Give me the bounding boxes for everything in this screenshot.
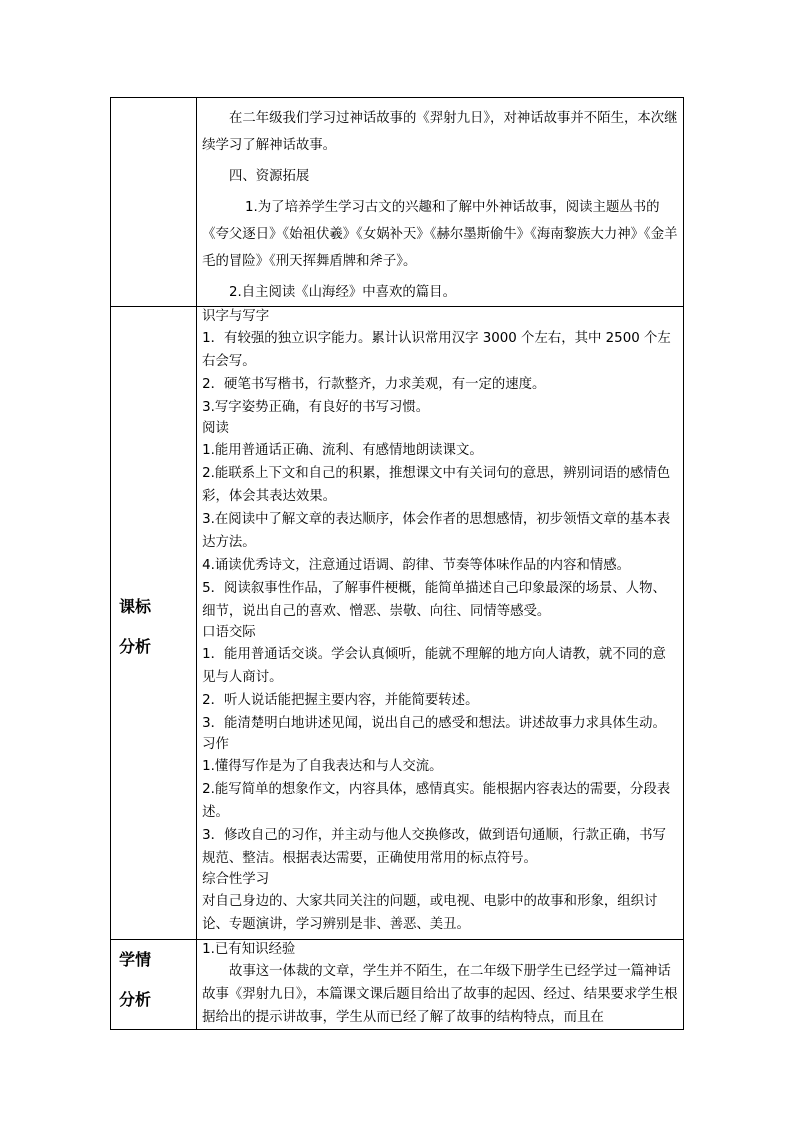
literacy-item: 3.写字姿势正确，有良好的书写习惯。 <box>202 400 430 415</box>
learner-label-line2: 分析 <box>119 990 152 1009</box>
reading-item: 5．阅读叙事性作品，了解事件梗概，能简单描述自己印象最深的场景、人物、细节，说出自己的喜欢、憎恶、崇敬、向往、同情等感受。 <box>202 581 666 619</box>
writing-item: 1.懂得写作是为了自我表达和与人交流。 <box>202 759 443 774</box>
curriculum-label-line1: 课标 <box>119 597 152 616</box>
oral-item: 1．能用普通话交谈。学会认真倾听，能就不理解的地方向人请教，就不同的意见与人商讨。 <box>202 647 666 685</box>
curriculum-label-cell <box>111 307 197 940</box>
learner-subtitle: 1.已有知识经验 <box>202 942 296 957</box>
curriculum-content-cell <box>197 307 684 940</box>
section-title-writing: 习作 <box>202 737 229 752</box>
learner-label-line1: 学情 <box>119 950 152 969</box>
literacy-item: 2．硬笔书写楷书，行款整齐，力求美观，有一定的速度。 <box>202 377 546 392</box>
resource-content-cell <box>197 98 684 307</box>
reading-item: 4.诵读优秀诗文，注意通过语调、韵律、节奏等体味作品的内容和情感。 <box>202 558 631 573</box>
oral-item: 3．能清楚明白地讲述见闻，说出自己的感受和想法。讲述故事力求具体生动。 <box>202 716 666 731</box>
writing-item: 2.能写简单的想象作文，内容具体，感情真实。能根据内容表达的需要，分段表述。 <box>202 782 671 820</box>
learner-label-cell <box>111 940 197 1030</box>
resource-heading: 四、资源拓展 <box>228 169 310 184</box>
section-title-comprehensive: 综合性学习 <box>202 872 270 887</box>
section-title-reading: 阅读 <box>202 421 229 436</box>
shanhaijing-paragraph: 2.自主阅读《山海经》中喜欢的篇目。 <box>228 285 456 300</box>
comprehensive-text: 对自己身边的、大家共同关注的问题，或电视、电影中的故事和形象，组织讨论、专题演讲，学习辨别是非、善恶、美丑。 <box>202 894 658 932</box>
reading-item: 1.能用普通话正确、流利、有感情地朗读课文。 <box>202 443 483 458</box>
reading-item: 3.在阅读中了解文章的表达顺序，体会作者的思想感情，初步领悟文章的基本表达方法。 <box>202 512 671 550</box>
resource-row <box>111 98 684 307</box>
curriculum-row <box>111 307 684 940</box>
oral-item: 2．听人说话能把握主要内容，并能简要转述。 <box>202 693 479 708</box>
section-title-oral: 口语交际 <box>202 625 256 640</box>
reading-series-paragraph: 1.为了培养学生学习古文的兴趣和了解中外神话故事，阅读主题丛书的《夸父逐日》《始祖伏羲》《女娲补天》《赫尔墨斯偷牛》《海南黎族大力神》《金羊毛的冒险》《刑天挥舞盾牌和斧子》。 <box>202 200 678 269</box>
literacy-item: 1．有较强的独立识字能力。累计认识常用汉字 3000 个左右，其中 2500 个左右会写。 <box>202 331 671 369</box>
lesson-plan-table <box>110 97 684 1030</box>
resource-label-cell <box>111 98 197 307</box>
section-title-literacy: 识字与写字 <box>202 309 270 324</box>
learner-content-cell <box>197 940 684 1030</box>
intro-paragraph: 在二年级我们学习过神话故事的《羿射九日》，对神话故事并不陌生，本次继续学习了解神话故事。 <box>202 111 678 153</box>
learner-row <box>111 940 684 1030</box>
writing-item: 3．修改自己的习作，并主动与他人交换修改，做到语句通顺，行款正确，书写规范、整洁。根据表达需要，正确使用常用的标点符号。 <box>202 828 666 866</box>
reading-item: 2.能联系上下文和自己的积累，推想课文中有关词句的意思，辨别词语的感情色彩，体会其表达效果。 <box>202 466 671 504</box>
learner-text: 故事这一体裁的文章，学生并不陌生，在二年级下册学生已经学过一篇神话故事《羿射九日》，本篇课文课后题目给出了故事的起因、经过、结果要求学生根据给出的提示讲故事，学生从而已经了解了故事的结构特点，而且在 <box>202 964 678 1025</box>
curriculum-label-line2: 分析 <box>119 637 152 656</box>
